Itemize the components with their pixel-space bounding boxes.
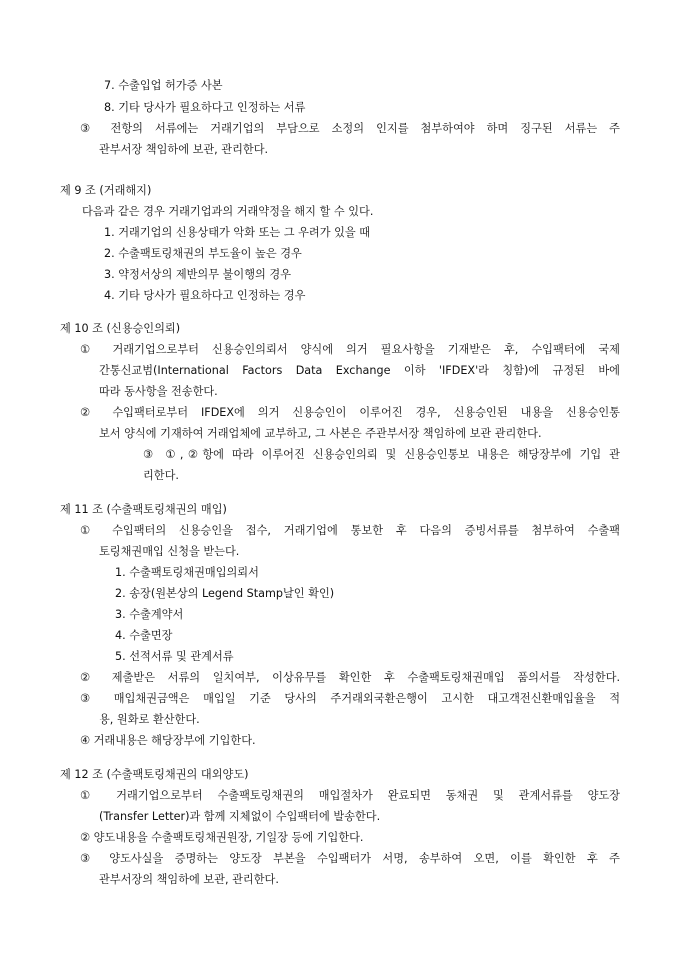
article-10-p1-line-3: 따라 동사항을 전송한다.	[99, 385, 218, 398]
article-10-p2-line-1: ② 수입팩터로부터 IFDEX에 의거 신용승인이 이루어진 경우, 신용승인된 내용을 신용승인통	[80, 406, 620, 419]
article-10-p2-line-2: 보서 양식에 기재하여 거래업체에 교부하고, 그 사본은 주관부서장 책임하에 보관 관리한다.	[99, 427, 542, 440]
article-11-p1-line-1: ① 수입팩터의 신용승인을 접수, 거래기업에 통보한 후 다음의 증빙서류를 첨부하여 수출팩	[80, 524, 620, 537]
article-11-item-4: 4. 수출면장	[115, 629, 173, 642]
article-9-item-3: 3. 약정서상의 제반의무 불이행의 경우	[104, 268, 292, 281]
article-11-p2: ② 제출받은 서류의 일치여부, 이상유무를 확인한 후 수출팩토링채권매입 품의서를 작성한다.	[80, 671, 620, 684]
article-11-p1-line-2: 토링채권매입 신청을 받는다.	[99, 545, 240, 558]
article-12-p3-line-1: ③ 양도사실을 증명하는 양도장 부본을 수입팩터가 서명, 송부하여 오면, 이를 확인한 후 주	[80, 852, 620, 865]
article-11-item-3: 3. 수출계약서	[115, 608, 184, 621]
article-11-item-1: 1. 수출팩토링채권매입의뢰서	[115, 566, 259, 579]
paragraph-3-line-2: 관부서장 책임하에 보관, 관리한다.	[99, 143, 269, 156]
article-12-p1-line-1: ① 거래기업으로부터 수출팩토링채권의 매입절차가 완료되면 동채권 및 관계서류를 양도장	[80, 789, 620, 802]
article-10-p3-line-2: 리한다.	[143, 469, 179, 482]
article-9-intro: 다음과 같은 경우 거래기업과의 거래약정을 해지 할 수 있다.	[82, 205, 374, 218]
article-12-heading: 제 12 조 (수출팩토링채권의 대외양도)	[60, 768, 249, 781]
article-9-item-1: 1. 거래기업의 신용상태가 악화 또는 그 우려가 있을 때	[104, 226, 371, 239]
article-10-p1-line-1: ① 거래기업으로부터 신용승인의뢰서 양식에 의거 필요사항을 기재받은 후, 수입팩터에 국제	[80, 343, 620, 356]
article-11-item-5: 5. 선적서류 및 관계서류	[115, 650, 234, 663]
article-11-p3-line-1: ③ 매입채권금액은 매입일 기준 당사의 주거래외국환은행이 고시한 대고객전신환매입율을 적	[80, 692, 620, 705]
item-8-other-docs: 8. 기타 당사가 필요하다고 인정하는 서류	[104, 101, 306, 114]
article-11-p4: ④ 거래내용은 해당장부에 기입한다.	[80, 734, 256, 747]
article-10-heading: 제 10 조 (신용승인의뢰)	[60, 322, 181, 335]
item-7-export-license: 7. 수출입업 허가증 사본	[104, 79, 223, 92]
article-9-item-2: 2. 수출팩토링채권의 부도율이 높은 경우	[104, 247, 302, 260]
article-10-p3-line-1: ③ ①,②항에 따라 이루어진 신용승인의뢰 및 신용승인통보 내용은 해당장부에 기입 관	[143, 448, 620, 461]
article-10-p1-line-2: 간통신교범(International Factors Data Exchange 이하 'IFDEX'라 칭함)에 규정된 바에	[99, 364, 620, 377]
article-9-heading: 제 9 조 (거래해지)	[60, 184, 152, 197]
article-11-item-2: 2. 송장(원본상의 Legend Stamp날인 확인)	[115, 587, 335, 600]
article-12-p2: ② 양도내용을 수출팩토링채권원장, 기일장 등에 기입한다.	[80, 831, 364, 844]
article-12-p1-line-2: (Transfer Letter)과 함께 지체없이 수입팩터에 발송한다.	[99, 810, 381, 823]
paragraph-3-line-1: ③ 전항의 서류에는 거래기업의 부담으로 소정의 인지를 첨부하여야 하며 징구된 서류는 주	[80, 122, 620, 135]
article-12-p3-line-2: 관부서장의 책임하에 보관, 관리한다.	[99, 873, 279, 886]
article-11-p3-line-2: 용, 원화로 환산한다.	[99, 713, 200, 726]
article-9-item-4: 4. 기타 당사가 필요하다고 인정하는 경우	[104, 289, 306, 302]
article-11-heading: 제 11 조 (수출팩토링채권의 매입)	[60, 503, 227, 516]
